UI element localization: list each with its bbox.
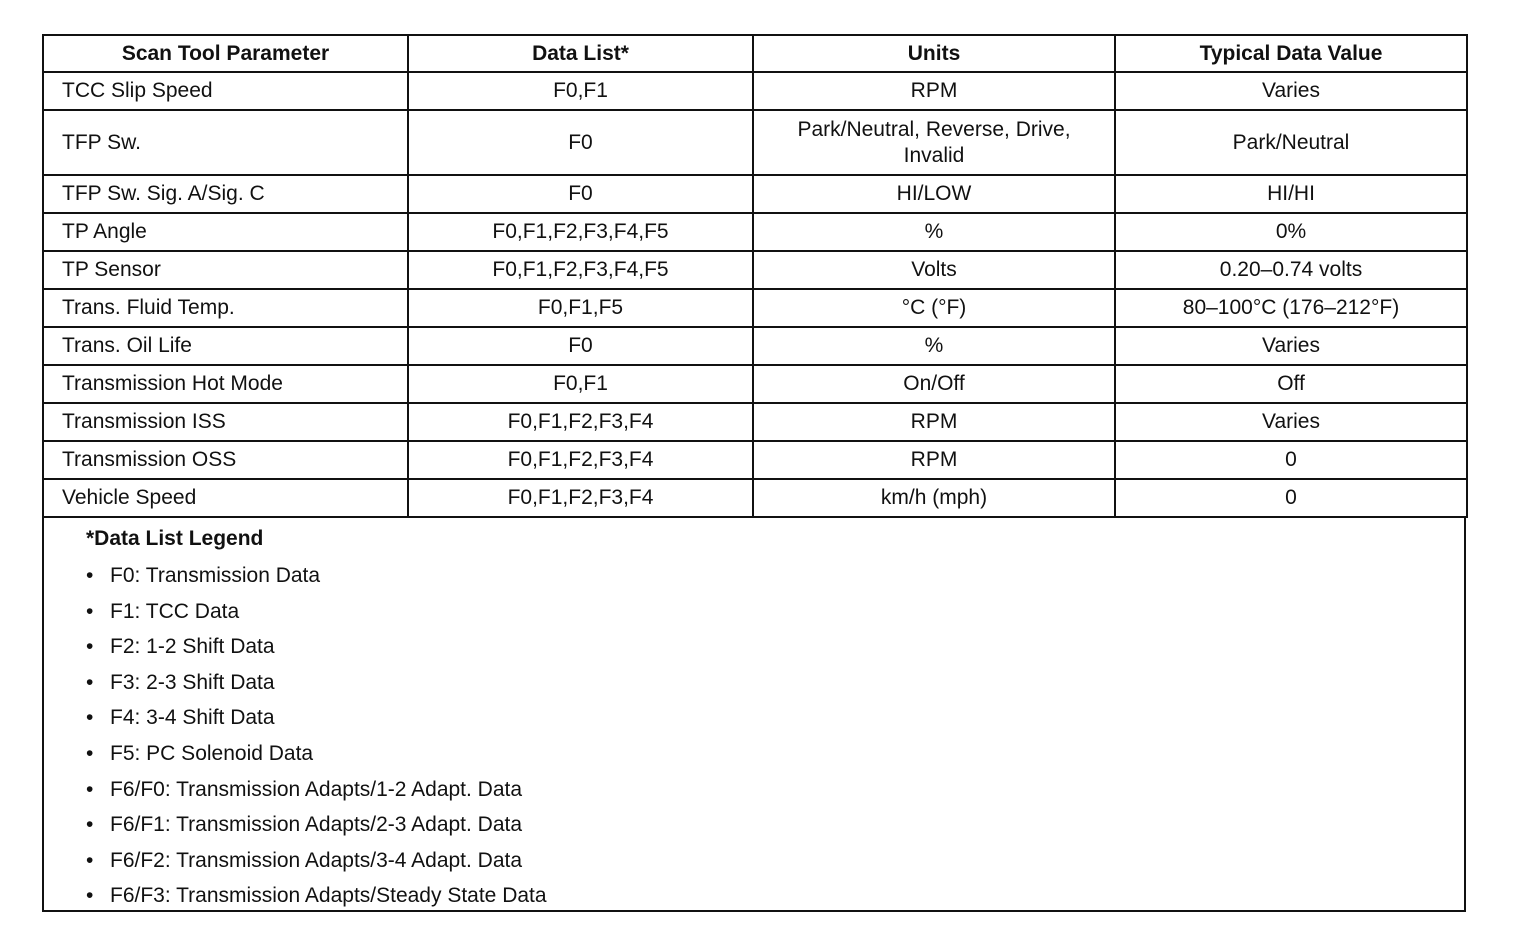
header-scan-tool-parameter: Scan Tool Parameter [43, 35, 408, 72]
bullet-icon: • [86, 670, 94, 694]
typical-value-cell: 0 [1115, 441, 1467, 479]
bullet-icon: • [86, 777, 94, 801]
table-row [43, 479, 1467, 517]
units-cell: RPM [753, 72, 1115, 110]
bullet-icon: • [86, 741, 94, 765]
bullet-icon: • [86, 848, 94, 872]
list-item [86, 843, 1464, 879]
typical-value-cell: 80–100°C (176–212°F) [1115, 289, 1467, 327]
typical-value-cell: HI/HI [1115, 175, 1467, 213]
list-item [86, 700, 1464, 736]
legend-item-label: F4: 3-4 Shift Data [110, 706, 275, 730]
header-data-list: Data List* [408, 35, 753, 72]
units-cell: Park/Neutral, Reverse, Drive, Invalid [753, 110, 1115, 175]
legend-item-label: F6/F1: Transmission Adapts/2-3 Adapt. Data [110, 813, 523, 837]
legend-item-label: F6/F3: Transmission Adapts/Steady State Data [110, 884, 547, 908]
table-row [43, 110, 1467, 175]
typical-value-cell: Varies [1115, 403, 1467, 441]
list-item [86, 665, 1464, 701]
table-row [43, 213, 1467, 251]
units-cell: On/Off [753, 365, 1115, 403]
parameter-cell: Transmission Hot Mode [43, 365, 408, 403]
data-list-cell: F0,F1 [408, 365, 753, 403]
typical-value-cell: 0 [1115, 479, 1467, 517]
legend-item-label: F0: Transmission Data [110, 564, 321, 587]
table-row [43, 175, 1467, 213]
table-row [43, 327, 1467, 365]
table-row [43, 365, 1467, 403]
list-item [86, 807, 1464, 843]
table-header-row [43, 35, 1467, 72]
data-list-cell: F0,F1,F5 [408, 289, 753, 327]
units-cell: km/h (mph) [753, 479, 1115, 517]
units-cell: RPM [753, 441, 1115, 479]
header-typical-data-value: Typical Data Value [1115, 35, 1467, 72]
legend-item-label: F6/F0: Transmission Adapts/1-2 Adapt. Data [110, 777, 523, 801]
data-list-cell: F0,F1,F2,F3,F4,F5 [408, 251, 753, 289]
legend-item-label: F5: PC Solenoid Data [110, 741, 314, 765]
typical-value-cell: Off [1115, 365, 1467, 403]
units-cell: HI/LOW [753, 175, 1115, 213]
typical-value-cell: Park/Neutral [1115, 110, 1467, 175]
legend-item-label: F3: 2-3 Shift Data [110, 670, 275, 694]
units-cell: % [753, 213, 1115, 251]
bullet-icon: • [86, 813, 94, 837]
parameter-cell: TFP Sw. Sig. A/Sig. C [43, 175, 408, 213]
list-item [86, 878, 1464, 914]
data-list-cell: F0 [408, 327, 753, 365]
data-list-cell: F0,F1,F2,F3,F4 [408, 441, 753, 479]
parameter-cell: TP Sensor [43, 251, 408, 289]
list-item [86, 772, 1464, 808]
legend-item-label: F2: 1-2 Shift Data [110, 635, 275, 659]
table-row [43, 289, 1467, 327]
legend-list [86, 558, 1464, 914]
list-item [86, 736, 1464, 772]
table-row [43, 441, 1467, 479]
data-list-cell: F0,F1 [408, 72, 753, 110]
parameter-cell: TCC Slip Speed [43, 72, 408, 110]
data-list-cell: F0,F1,F2,F3,F4,F5 [408, 213, 753, 251]
bullet-icon: • [86, 635, 94, 659]
units-cell: °C (°F) [753, 289, 1115, 327]
units-cell: % [753, 327, 1115, 365]
table-row [43, 251, 1467, 289]
parameter-cell: Vehicle Speed [43, 479, 408, 517]
parameter-cell: Transmission ISS [43, 403, 408, 441]
scan-tool-data-sheet [42, 34, 1466, 912]
list-item [86, 558, 1464, 594]
data-list-legend [42, 518, 1466, 912]
header-units: Units [753, 35, 1115, 72]
parameter-cell: TP Angle [43, 213, 408, 251]
data-list-cell: F0,F1,F2,F3,F4 [408, 403, 753, 441]
parameter-cell: Transmission OSS [43, 441, 408, 479]
data-list-cell: F0 [408, 175, 753, 213]
legend-item-label: F1: TCC Data [110, 599, 240, 623]
parameter-cell: Trans. Fluid Temp. [43, 289, 408, 327]
units-cell: RPM [753, 403, 1115, 441]
typical-value-cell: Varies [1115, 72, 1467, 110]
data-list-cell: F0,F1,F2,F3,F4 [408, 479, 753, 517]
bullet-icon: • [86, 706, 94, 730]
scan-tool-parameter-table [42, 34, 1468, 518]
parameter-cell: TFP Sw. [43, 110, 408, 175]
table-row [43, 72, 1467, 110]
units-cell: Volts [753, 251, 1115, 289]
table-row [43, 403, 1467, 441]
typical-value-cell: 0.20–0.74 volts [1115, 251, 1467, 289]
list-item [86, 594, 1464, 630]
typical-value-cell: Varies [1115, 327, 1467, 365]
typical-value-cell: 0% [1115, 213, 1467, 251]
list-item [86, 629, 1464, 665]
data-list-cell: F0 [408, 110, 753, 175]
bullet-icon: • [86, 599, 94, 623]
parameter-cell: Trans. Oil Life [43, 327, 408, 365]
legend-item-label: F6/F2: Transmission Adapts/3-4 Adapt. Data [110, 848, 523, 872]
legend-title: *Data List Legend [86, 527, 264, 550]
bullet-icon: • [86, 884, 94, 908]
bullet-icon: • [86, 564, 94, 587]
